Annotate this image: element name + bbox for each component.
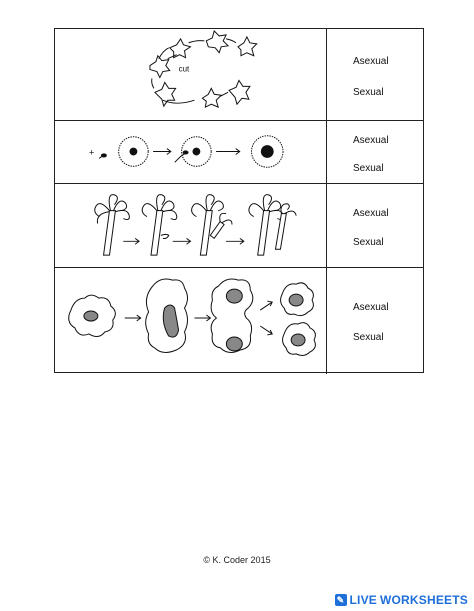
zygote-nucleus (261, 146, 273, 158)
answer-options (327, 121, 423, 183)
fragment-star (229, 80, 250, 104)
copyright-footer: © K. Coder 2015 (203, 555, 271, 565)
brand-name-live: LIVE (349, 593, 377, 607)
worksheet-row-regeneration (55, 29, 423, 121)
nucleus (84, 311, 98, 321)
cycle-arrow (159, 48, 169, 59)
worksheet-row-binary-fission (55, 268, 423, 374)
worksheet-row-budding (55, 184, 423, 268)
option-sexual[interactable]: Sexual (353, 237, 384, 248)
hydra-stage-2 (142, 195, 177, 255)
fragment-star (150, 56, 170, 78)
option-sexual[interactable]: Sexual (353, 87, 384, 98)
sperm-cell (183, 151, 188, 154)
hydra-budding-illustration (55, 184, 326, 267)
answer-options (327, 29, 423, 120)
worksheet-table (54, 28, 424, 373)
cycle-arrow (226, 39, 236, 43)
hydra-stage-4 (249, 195, 296, 255)
hydra-stage-3 (192, 195, 232, 255)
fertilization-diagram (55, 121, 327, 183)
fragment-star (202, 88, 221, 107)
cycle-arrow (220, 92, 228, 96)
option-sexual[interactable]: Sexual (353, 332, 384, 343)
hydra-stage-1 (95, 195, 130, 255)
option-asexual[interactable]: Asexual (353, 302, 389, 313)
egg-nucleus (193, 148, 200, 155)
amoeba-fission-illustration (55, 268, 326, 374)
nucleus (289, 294, 303, 306)
answer-options (327, 268, 423, 374)
regeneration-cycle-illustration (55, 29, 326, 120)
liveworksheets-brand[interactable] (335, 593, 469, 607)
budding-diagram (55, 184, 327, 267)
fragment-star (238, 37, 257, 56)
regeneration-diagram (55, 29, 327, 120)
worksheet-row-fertilization (55, 121, 423, 184)
plus-sign: + (89, 147, 95, 158)
option-asexual[interactable]: Asexual (353, 135, 389, 146)
sperm-cell (101, 154, 106, 157)
binary-fission-diagram (55, 268, 327, 374)
egg-nucleus (130, 148, 137, 155)
fragment-star (170, 39, 191, 58)
cut-label: cut (178, 64, 190, 74)
option-sexual[interactable]: Sexual (353, 163, 384, 174)
option-asexual[interactable]: Asexual (353, 56, 389, 67)
brand-name-worksheets: WORKSHEETS (379, 593, 468, 607)
cycle-arrow (152, 78, 154, 88)
cycle-arrow (189, 41, 205, 43)
nucleus (226, 337, 242, 351)
answer-options (327, 184, 423, 267)
nucleus (291, 334, 305, 346)
fragment-star (206, 31, 228, 53)
option-asexual[interactable]: Asexual (353, 208, 389, 219)
fertilization-illustration (55, 121, 326, 183)
nucleus (226, 289, 242, 303)
liveworksheets-logo-icon: ✎ (335, 594, 347, 606)
